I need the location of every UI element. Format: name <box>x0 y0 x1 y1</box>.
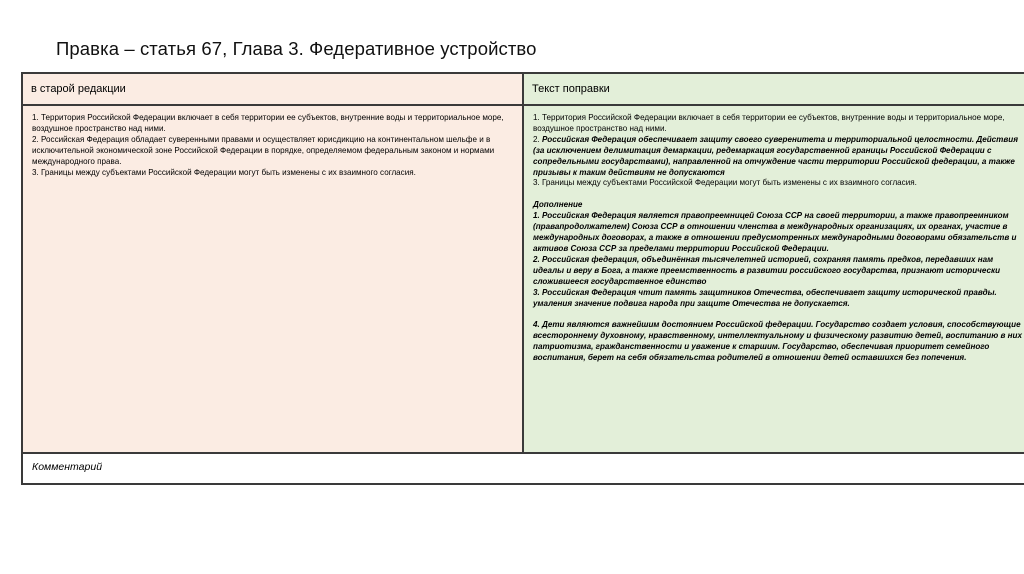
new-paragraph-3: 3. Границы между субъектами Российской Федерации могут быть изменены с их взаимного согласия. <box>533 178 917 188</box>
spacer <box>533 189 1024 200</box>
new-paragraph-2-number: 2. <box>533 134 542 144</box>
new-paragraph-2 <box>533 135 1024 179</box>
old-paragraph-1: 1. Территория Российской Федерации включает в себя территории ее субъектов, внутренние воды и территориальное море, воздушное пространство над ними. <box>32 113 504 133</box>
old-paragraph-2: 2. Российская Федерация обладает суверенными правами и осуществляет юрисдикцию на континентальном шельфе и в исключительной экономической зоне Российской Федерации в порядке, определяемом федеральным законом и нормами международного права. <box>32 134 495 166</box>
slide-title: Правка – статья 67, Глава 3. Федеративное устройство <box>56 38 537 59</box>
amendment-comparison-table <box>21 72 1024 485</box>
header-amendment-text: Текст поправки <box>524 74 1024 104</box>
table-body-row <box>23 106 1024 454</box>
addendum-item-1: 1. Российская Федерация является правопреемницей Союза ССР на своей территории, а также правопреемником (правапродолжателем) Союза ССР в отношении членства в международных организациях, их органах, участие в международных договорах, а также в отношении предусмотренных международными договорами обязательств и активов Союза ССР за пределами территории Российской Федерации. <box>533 211 1017 253</box>
addendum-item-3: 3. Российская Федерация чтит память защитников Отечества, обеспечивает защиту исторической правды. умаления значение подвига народа при защите Отечества не допускается. <box>533 287 997 308</box>
spacer <box>533 309 1024 320</box>
old-paragraph-3: 3. Границы между субъектами Российской Федерации могут быть изменены с их взаимного согласия. <box>32 167 416 177</box>
table-comment-row <box>23 454 1024 485</box>
addendum-title: Дополнение <box>533 200 583 210</box>
old-edition-text <box>23 106 524 452</box>
header-old-edition: в старой редакции <box>23 74 524 104</box>
addendum-item-4: 4. Дети являются важнейшим достоянием Российской федерации. Государство создает условия, способствующие всестороннему духовному, нравственному, интеллектуальному и физическому развитию детей, воспитанию в них патриотизма, гражданственности и уважение к старшим. Государство, обеспечивая приоритет семейного воспитания, берет на себя обязательства родителей в отношении детей оставшихся без попечения. <box>533 320 1022 363</box>
comment-label: Комментарий <box>32 461 103 473</box>
table-header-row <box>23 74 1024 106</box>
addendum-item-2: 2. Российская федерация, объединённая тысячелетней историей, сохраняя память предков, передавших нам идеалы и веру в Бога, а также преемственность в развитии российского государства, признают исторически сложившееся государственное единство <box>533 254 1001 286</box>
new-paragraph-2-amended: Российская Федерация обеспечивает защиту своего суверенитета и территориальной целостности. Действия (за исключением делимитация демаркации, редемаркация государственной границы Российской Федерации с сопредельными государствами), направленной на отчуждение части территории Российской федерации, а также призывы к таким действиям не допускаются <box>533 134 1018 177</box>
amendment-text <box>524 106 1024 452</box>
new-paragraph-1: 1. Территория Российской Федерации включает в себя территории ее субъектов, внутренние воды и территориальное море, воздушное пространство над ними. <box>533 113 1005 133</box>
